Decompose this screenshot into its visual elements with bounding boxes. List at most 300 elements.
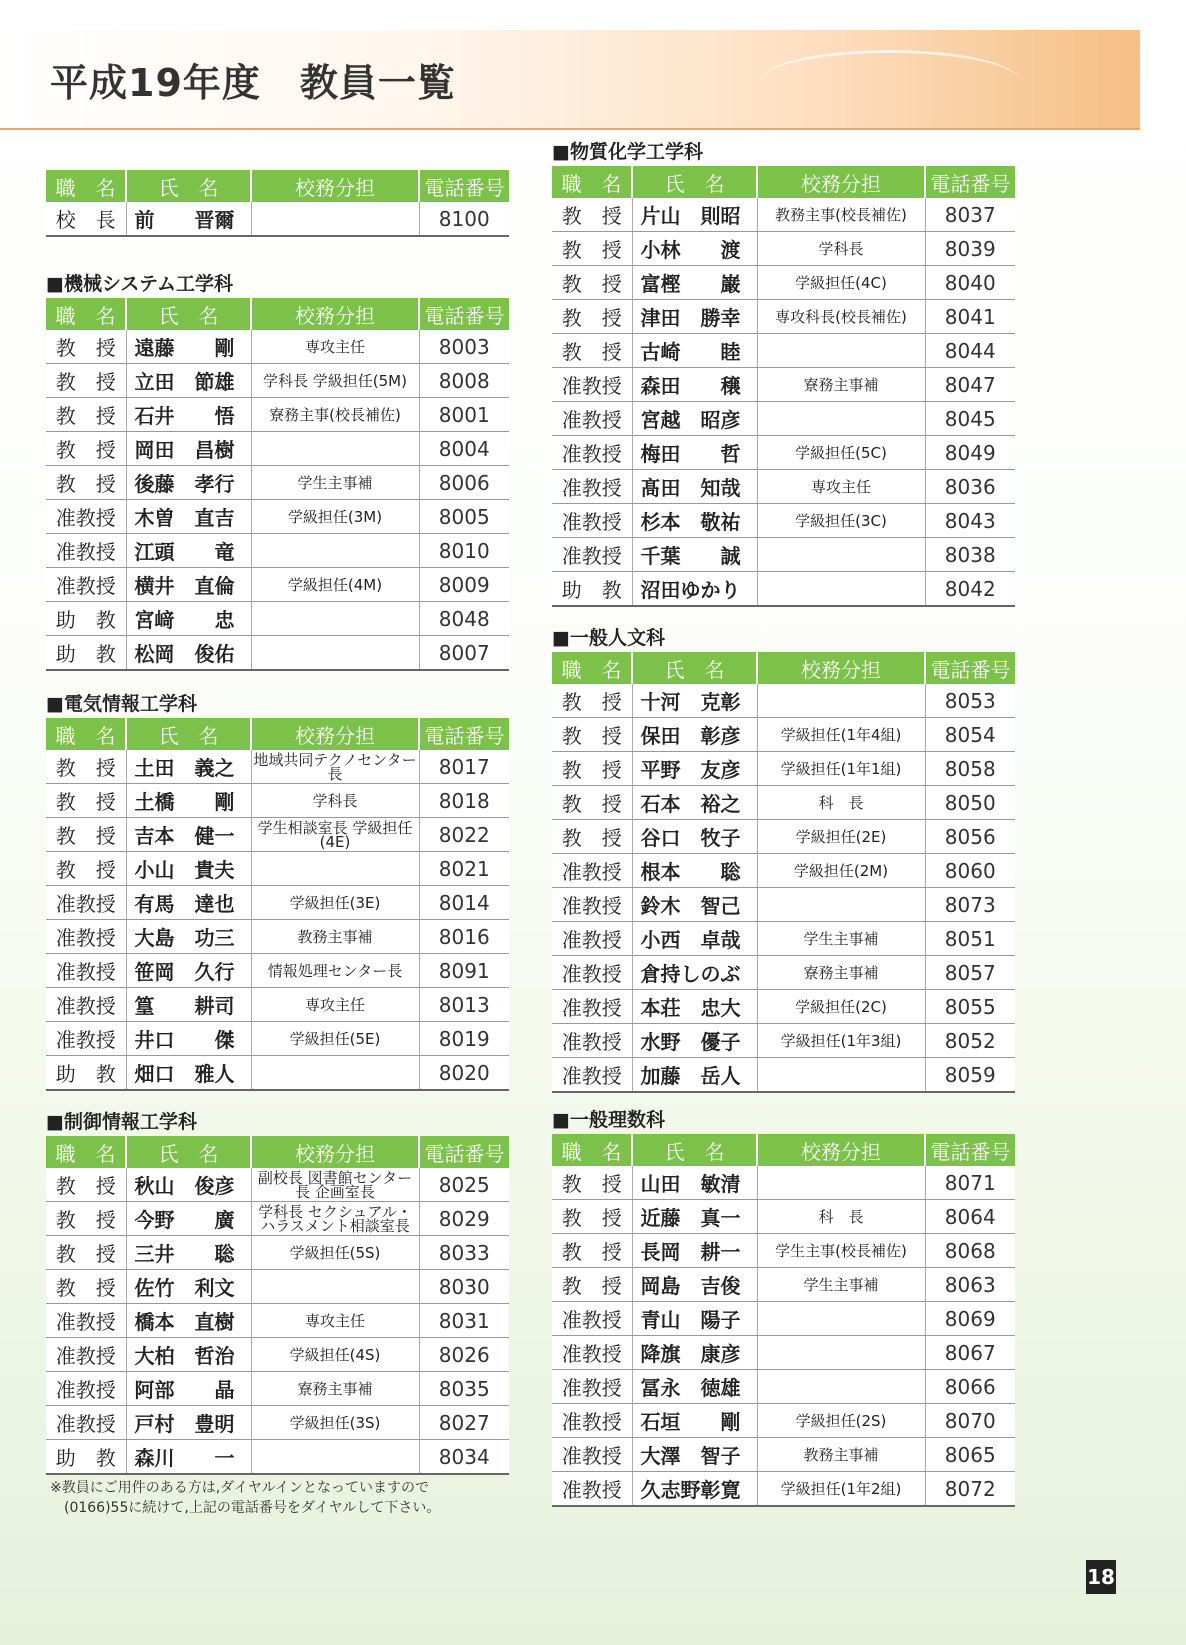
cell-name: 水野 優子 <box>632 1024 757 1058</box>
table-row <box>46 1236 509 1270</box>
cell-duty <box>251 1440 419 1475</box>
cell-position: 教 授 <box>46 398 126 432</box>
cell-position: 准教授 <box>46 1022 126 1056</box>
cell-duty: 学科長 セクシュアル・ハラスメント相談室長 <box>251 1202 419 1236</box>
table-row <box>552 1302 1015 1336</box>
table-row <box>46 602 509 636</box>
header-name: 氏 名 <box>126 298 251 330</box>
cell-name: 小林 渡 <box>632 232 757 266</box>
cell-position: 准教授 <box>552 1438 632 1472</box>
cell-duty: 学級担任(1年2組) <box>757 1472 925 1507</box>
table-row <box>46 1440 509 1475</box>
cell-position: 教 授 <box>46 750 126 784</box>
cell-duty: 学級担任(3M) <box>251 500 419 534</box>
cell-name: 遠藤 剛 <box>126 330 251 364</box>
cell-name: 大島 功三 <box>126 920 251 954</box>
cell-phone: 8071 <box>925 1166 1015 1200</box>
cell-duty <box>757 1302 925 1336</box>
cell-duty: 寮務主事補 <box>251 1372 419 1406</box>
cell-position: 准教授 <box>552 1058 632 1093</box>
cell-position: 准教授 <box>552 368 632 402</box>
table-row <box>46 1202 509 1236</box>
cell-name: 近藤 真一 <box>632 1200 757 1234</box>
header-duty: 校務分担 <box>251 170 419 202</box>
table-row <box>46 1056 509 1091</box>
cell-name: 久志野彰寛 <box>632 1472 757 1507</box>
table-row <box>552 504 1015 538</box>
staff-table <box>552 1134 1015 1507</box>
cell-phone: 8005 <box>419 500 509 534</box>
header-phone: 電話番号 <box>925 652 1015 684</box>
table-row <box>552 232 1015 266</box>
header-phone: 電話番号 <box>925 166 1015 198</box>
table-row <box>46 784 509 818</box>
table-row <box>46 636 509 671</box>
cell-position: 教 授 <box>46 1202 126 1236</box>
header-position: 職 名 <box>552 652 632 684</box>
cell-phone: 8065 <box>925 1438 1015 1472</box>
cell-name: 岡田 昌樹 <box>126 432 251 466</box>
cell-phone: 8026 <box>419 1338 509 1372</box>
cell-position: 教 授 <box>552 1200 632 1234</box>
table-row <box>552 1336 1015 1370</box>
cell-duty: 教務主事(校長補佐) <box>757 198 925 232</box>
cell-phone: 8025 <box>419 1168 509 1202</box>
cell-name: 笹岡 久行 <box>126 954 251 988</box>
dept-title: ■物質化学工学科 <box>552 141 703 163</box>
footnote-line: ※教員にご用件のある方は,ダイヤルインとなっていますので <box>50 1480 430 1496</box>
cell-phone: 8018 <box>419 784 509 818</box>
table-row <box>552 854 1015 888</box>
table-header-row <box>46 298 509 330</box>
table-row <box>552 718 1015 752</box>
table-row <box>46 1022 509 1056</box>
table-row <box>552 572 1015 607</box>
cell-name: 松岡 俊佑 <box>126 636 251 671</box>
table-row <box>46 398 509 432</box>
cell-phone: 8036 <box>925 470 1015 504</box>
cell-duty <box>757 1058 925 1093</box>
cell-duty: 学級担任(1年3組) <box>757 1024 925 1058</box>
cell-phone: 8049 <box>925 436 1015 470</box>
cell-name: 谷口 牧子 <box>632 820 757 854</box>
cell-duty: 専攻科長(校長補佐) <box>757 300 925 334</box>
cell-name: 土田 義之 <box>126 750 251 784</box>
table-row <box>552 1268 1015 1302</box>
cell-phone: 8044 <box>925 334 1015 368</box>
header-name: 氏 名 <box>126 170 251 202</box>
cell-phone: 8047 <box>925 368 1015 402</box>
cell-position: 准教授 <box>552 470 632 504</box>
cell-name: 加藤 岳人 <box>632 1058 757 1093</box>
cell-phone: 8058 <box>925 752 1015 786</box>
cell-position: 准教授 <box>46 988 126 1022</box>
table-row <box>552 436 1015 470</box>
table-row <box>46 1338 509 1372</box>
cell-duty <box>757 572 925 607</box>
table-row <box>552 300 1015 334</box>
cell-phone: 8045 <box>925 402 1015 436</box>
staff-table <box>46 298 509 671</box>
cell-phone: 8034 <box>419 1440 509 1475</box>
cell-name: 山田 敏清 <box>632 1166 757 1200</box>
cell-name: 前 晋爾 <box>126 202 251 236</box>
cell-phone: 8020 <box>419 1056 509 1091</box>
cell-name: 立田 節雄 <box>126 364 251 398</box>
table-row <box>552 334 1015 368</box>
cell-position: 助 教 <box>46 602 126 636</box>
cell-duty <box>757 888 925 922</box>
cell-phone: 8067 <box>925 1336 1015 1370</box>
cell-phone: 8072 <box>925 1472 1015 1507</box>
header-position: 職 名 <box>46 718 126 750</box>
cell-name: 保田 彰彦 <box>632 718 757 752</box>
table-row <box>552 922 1015 956</box>
footnote <box>50 1478 440 1518</box>
cell-duty <box>251 202 419 236</box>
cell-name: 橋本 直樹 <box>126 1304 251 1338</box>
cell-duty: 学級担任(2M) <box>757 854 925 888</box>
cell-name: 吉本 健一 <box>126 818 251 852</box>
cell-phone: 8016 <box>419 920 509 954</box>
table-row <box>552 368 1015 402</box>
table-row <box>552 888 1015 922</box>
header-name: 氏 名 <box>126 718 251 750</box>
cell-position: 教 授 <box>552 1234 632 1268</box>
cell-name: 梅田 哲 <box>632 436 757 470</box>
table-row <box>46 886 509 920</box>
header-position: 職 名 <box>552 166 632 198</box>
cell-name: 今野 廣 <box>126 1202 251 1236</box>
cell-phone: 8053 <box>925 684 1015 718</box>
cell-position: 准教授 <box>552 888 632 922</box>
cell-phone: 8022 <box>419 818 509 852</box>
cell-duty: 学科長 学級担任(5M) <box>251 364 419 398</box>
cell-name: 岡島 吉俊 <box>632 1268 757 1302</box>
cell-position: 准教授 <box>46 534 126 568</box>
cell-position: 准教授 <box>46 1372 126 1406</box>
cell-position: 教 授 <box>552 786 632 820</box>
cell-duty: 学生主事(校長補佐) <box>757 1234 925 1268</box>
table-header-row <box>552 166 1015 198</box>
cell-position: 准教授 <box>552 504 632 538</box>
cell-name: 秋山 俊彦 <box>126 1168 251 1202</box>
cell-name: 石井 悟 <box>126 398 251 432</box>
cell-duty: 教務主事補 <box>251 920 419 954</box>
table-row <box>46 750 509 784</box>
page-number: 18 <box>1086 1560 1116 1594</box>
header-phone: 電話番号 <box>419 718 509 750</box>
cell-duty: 情報処理センター長 <box>251 954 419 988</box>
cell-position: 准教授 <box>552 1404 632 1438</box>
header-position: 職 名 <box>46 298 126 330</box>
dept-title: ■一般理数科 <box>552 1109 665 1131</box>
cell-phone: 8068 <box>925 1234 1015 1268</box>
cell-phone: 8035 <box>419 1372 509 1406</box>
header-duty: 校務分担 <box>757 1134 925 1166</box>
cell-phone: 8073 <box>925 888 1015 922</box>
cell-name: 江頭 竜 <box>126 534 251 568</box>
cell-name: 三井 聡 <box>126 1236 251 1270</box>
cell-position: 准教授 <box>552 1024 632 1058</box>
cell-name: 森田 穣 <box>632 368 757 402</box>
cell-phone: 8007 <box>419 636 509 671</box>
cell-phone: 8060 <box>925 854 1015 888</box>
cell-position: 准教授 <box>46 1338 126 1372</box>
cell-phone: 8027 <box>419 1406 509 1440</box>
table-header-row <box>46 1136 509 1168</box>
cell-name: 石垣 剛 <box>632 1404 757 1438</box>
cell-duty: 学生相談室長 学級担任(4E) <box>251 818 419 852</box>
dept-mechanical <box>46 270 509 671</box>
cell-name: 石本 裕之 <box>632 786 757 820</box>
cell-duty <box>251 1270 419 1304</box>
staff-table <box>552 166 1015 607</box>
cell-position: 准教授 <box>552 956 632 990</box>
cell-phone: 8037 <box>925 198 1015 232</box>
cell-duty: 学科長 <box>757 232 925 266</box>
header-phone: 電話番号 <box>925 1134 1015 1166</box>
header-phone: 電話番号 <box>419 1136 509 1168</box>
staff-table <box>552 652 1015 1093</box>
staff-table <box>46 718 509 1091</box>
cell-position: 教 授 <box>552 334 632 368</box>
table-row <box>552 402 1015 436</box>
cell-phone: 8055 <box>925 990 1015 1024</box>
table-row <box>552 956 1015 990</box>
cell-phone: 8043 <box>925 504 1015 538</box>
cell-phone: 8019 <box>419 1022 509 1056</box>
cell-position: 助 教 <box>552 572 632 607</box>
cell-position: 准教授 <box>46 886 126 920</box>
cell-duty <box>757 402 925 436</box>
header-duty: 校務分担 <box>757 652 925 684</box>
cell-duty: 専攻主任 <box>251 988 419 1022</box>
cell-name: 畑口 雅人 <box>126 1056 251 1091</box>
cell-name: 古崎 睦 <box>632 334 757 368</box>
header-position: 職 名 <box>552 1134 632 1166</box>
cell-duty: 学級担任(4C) <box>757 266 925 300</box>
table-row <box>552 786 1015 820</box>
cell-position: 教 授 <box>552 198 632 232</box>
table-row <box>552 820 1015 854</box>
cell-name: 富樫 巌 <box>632 266 757 300</box>
table-row <box>552 266 1015 300</box>
cell-duty: 学級担任(2C) <box>757 990 925 1024</box>
table-row <box>552 752 1015 786</box>
cell-position: 助 教 <box>46 636 126 671</box>
cell-duty: 学級担任(1年4組) <box>757 718 925 752</box>
cell-duty <box>757 684 925 718</box>
cell-phone: 8031 <box>419 1304 509 1338</box>
cell-phone: 8064 <box>925 1200 1015 1234</box>
table-row <box>46 954 509 988</box>
cell-duty: 学生主事補 <box>251 466 419 500</box>
cell-position: 教 授 <box>552 1166 632 1200</box>
cell-position: 准教授 <box>46 500 126 534</box>
cell-phone: 8070 <box>925 1404 1015 1438</box>
cell-phone: 8033 <box>419 1236 509 1270</box>
cell-phone: 8051 <box>925 922 1015 956</box>
cell-position: 准教授 <box>552 1472 632 1507</box>
footnote-line: (0166)55に続けて,上記の電話番号をダイヤルして下さい。 <box>50 1500 441 1516</box>
cell-position: 准教授 <box>552 402 632 436</box>
cell-name: 沼田ゆかり <box>632 572 757 607</box>
header-name: 氏 名 <box>632 652 757 684</box>
table-row <box>46 988 509 1022</box>
dept-title: ■機械システム工学科 <box>46 273 234 295</box>
cell-name: 長岡 耕一 <box>632 1234 757 1268</box>
cell-name: 小西 卓哉 <box>632 922 757 956</box>
cell-duty: 学級担任(2E) <box>757 820 925 854</box>
table-row <box>46 330 509 364</box>
cell-duty <box>251 534 419 568</box>
cell-phone: 8063 <box>925 1268 1015 1302</box>
cell-position: 准教授 <box>46 1304 126 1338</box>
cell-duty: 地域共同テクノセンター長 <box>251 750 419 784</box>
table-row <box>552 1058 1015 1093</box>
cell-duty: 副校長 図書館センター長 企画室長 <box>251 1168 419 1202</box>
header-duty: 校務分担 <box>251 298 419 330</box>
cell-position: 教 授 <box>46 432 126 466</box>
cell-phone: 8017 <box>419 750 509 784</box>
cell-duty: 学生主事補 <box>757 1268 925 1302</box>
cell-phone: 8009 <box>419 568 509 602</box>
cell-name: 根本 聡 <box>632 854 757 888</box>
cell-name: 冨永 徳雄 <box>632 1370 757 1404</box>
cell-position: 准教授 <box>552 1336 632 1370</box>
cell-phone: 8008 <box>419 364 509 398</box>
table-row <box>46 1168 509 1202</box>
header-decoration <box>760 50 1020 113</box>
cell-name: 横井 直倫 <box>126 568 251 602</box>
header-phone: 電話番号 <box>419 298 509 330</box>
table-row <box>46 1270 509 1304</box>
table-row <box>552 538 1015 572</box>
cell-name: 十河 克彰 <box>632 684 757 718</box>
header-position: 職 名 <box>46 1136 126 1168</box>
cell-name: 宮越 昭彦 <box>632 402 757 436</box>
table-row <box>552 1166 1015 1200</box>
cell-duty: 学級担任(2S) <box>757 1404 925 1438</box>
cell-name: 倉持しのぶ <box>632 956 757 990</box>
table-row <box>552 470 1015 504</box>
cell-position: 教 授 <box>46 330 126 364</box>
staff-table <box>46 170 509 237</box>
cell-position: 准教授 <box>552 1370 632 1404</box>
table-row <box>552 1200 1015 1234</box>
cell-position: 准教授 <box>552 538 632 572</box>
cell-phone: 8091 <box>419 954 509 988</box>
cell-phone: 8042 <box>925 572 1015 607</box>
dept-principal <box>46 170 509 237</box>
cell-name: 宮﨑 忠 <box>126 602 251 636</box>
table-row <box>46 1304 509 1338</box>
cell-position: 教 授 <box>46 1168 126 1202</box>
cell-position: 准教授 <box>46 920 126 954</box>
table-row <box>552 1472 1015 1507</box>
cell-phone: 8069 <box>925 1302 1015 1336</box>
cell-duty: 科 長 <box>757 786 925 820</box>
cell-duty <box>251 852 419 886</box>
cell-position: 助 教 <box>46 1440 126 1475</box>
cell-duty <box>251 1056 419 1091</box>
table-row <box>46 466 509 500</box>
table-header-row <box>46 170 509 202</box>
cell-position: 教 授 <box>552 266 632 300</box>
cell-name: 木曽 直吉 <box>126 500 251 534</box>
cell-name: 津田 勝幸 <box>632 300 757 334</box>
cell-duty: 専攻主任 <box>251 330 419 364</box>
cell-position: 教 授 <box>46 1236 126 1270</box>
table-row <box>46 202 509 236</box>
cell-name: 片山 則昭 <box>632 198 757 232</box>
cell-phone: 8014 <box>419 886 509 920</box>
cell-phone: 8100 <box>419 202 509 236</box>
cell-duty <box>757 334 925 368</box>
cell-phone: 8059 <box>925 1058 1015 1093</box>
cell-phone: 8050 <box>925 786 1015 820</box>
cell-duty: 寮務主事(校長補佐) <box>251 398 419 432</box>
cell-position: 教 授 <box>46 852 126 886</box>
header-duty: 校務分担 <box>251 1136 419 1168</box>
cell-duty <box>757 1336 925 1370</box>
header-name: 氏 名 <box>126 1136 251 1168</box>
table-row <box>46 1406 509 1440</box>
dept-humanities <box>552 624 1015 1093</box>
cell-position: 教 授 <box>552 718 632 752</box>
cell-phone: 8021 <box>419 852 509 886</box>
cell-phone: 8039 <box>925 232 1015 266</box>
cell-name: 小山 貴夫 <box>126 852 251 886</box>
cell-phone: 8029 <box>419 1202 509 1236</box>
cell-name: 佐竹 利文 <box>126 1270 251 1304</box>
cell-name: 杉本 敬祐 <box>632 504 757 538</box>
cell-phone: 8066 <box>925 1370 1015 1404</box>
table-row <box>46 1372 509 1406</box>
cell-position: 校 長 <box>46 202 126 236</box>
cell-duty: 教務主事補 <box>757 1438 925 1472</box>
cell-position: 教 授 <box>552 752 632 786</box>
cell-name: 森川 一 <box>126 1440 251 1475</box>
table-row <box>46 534 509 568</box>
cell-position: 准教授 <box>552 1302 632 1336</box>
cell-duty: 学級担任(5S) <box>251 1236 419 1270</box>
dept-electrical <box>46 690 509 1091</box>
cell-name: 平野 友彦 <box>632 752 757 786</box>
cell-duty: 学級担任(4S) <box>251 1338 419 1372</box>
table-row <box>46 920 509 954</box>
cell-duty: 学級担任(1年1組) <box>757 752 925 786</box>
cell-duty: 学級担任(3S) <box>251 1406 419 1440</box>
cell-position: 准教授 <box>46 568 126 602</box>
dept-control <box>46 1108 509 1475</box>
cell-duty: 学級担任(4M) <box>251 568 419 602</box>
table-row <box>552 1234 1015 1268</box>
cell-duty: 学科長 <box>251 784 419 818</box>
cell-name: 篁 耕司 <box>126 988 251 1022</box>
cell-position: 教 授 <box>552 820 632 854</box>
header-duty: 校務分担 <box>251 718 419 750</box>
dept-title: ■電気情報工学科 <box>46 693 197 715</box>
table-row <box>552 1438 1015 1472</box>
table-row <box>552 684 1015 718</box>
cell-position: 准教授 <box>46 1406 126 1440</box>
cell-position: 教 授 <box>552 1268 632 1302</box>
cell-phone: 8040 <box>925 266 1015 300</box>
table-row <box>552 198 1015 232</box>
cell-position: 教 授 <box>552 300 632 334</box>
